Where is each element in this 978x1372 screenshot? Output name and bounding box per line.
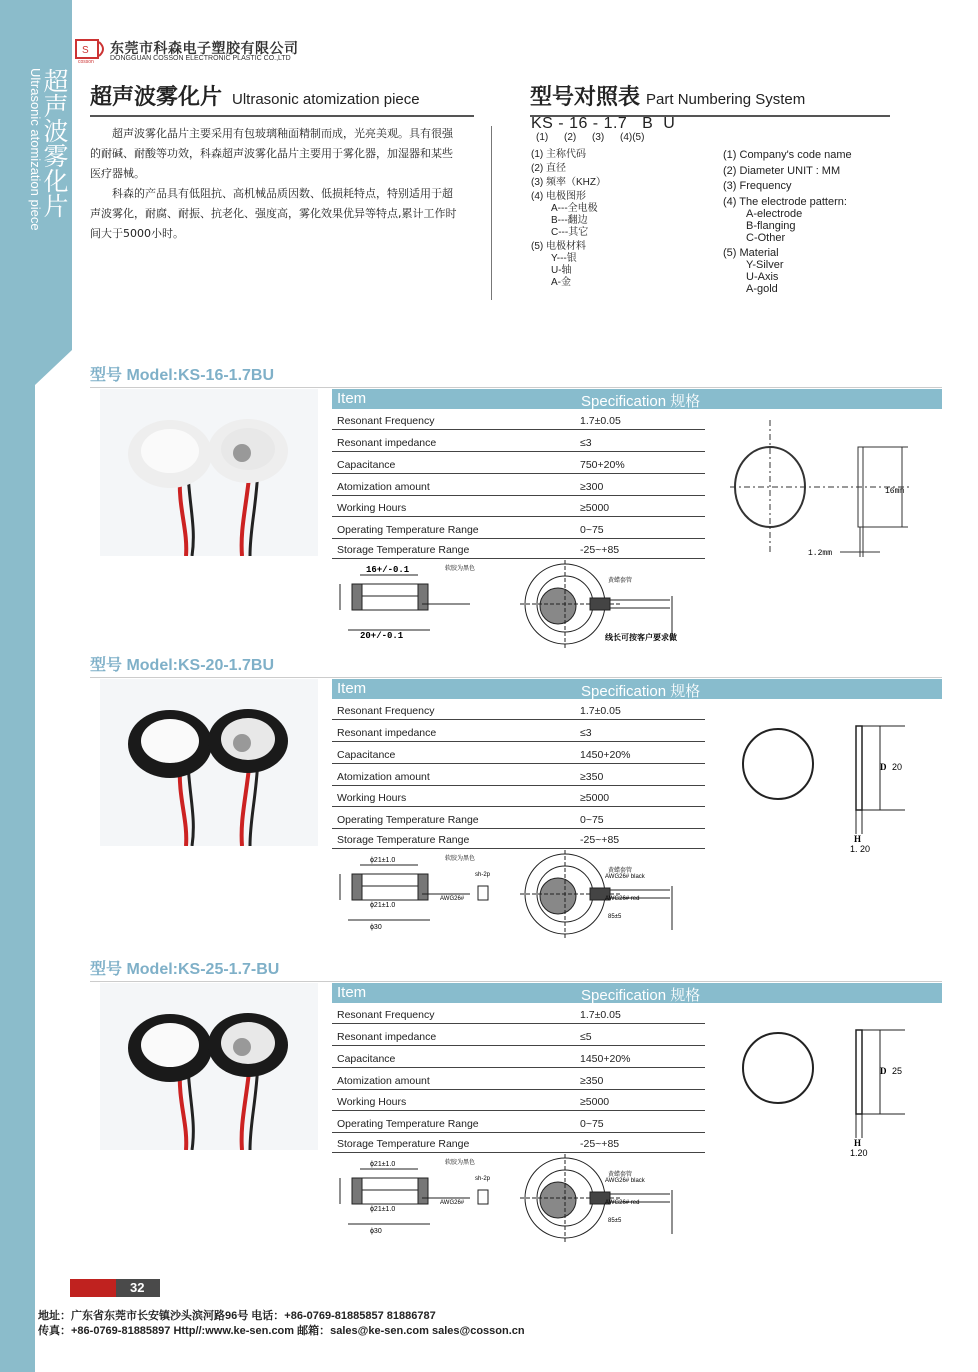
legend-line: (1) 主称代码: [531, 149, 586, 160]
svg-text:cosson: cosson: [78, 59, 94, 64]
outline-drawing: [740, 722, 920, 852]
page-number-bar: [70, 1279, 160, 1297]
legend-line: B-flanging: [746, 219, 796, 232]
spec-value: 0~75: [580, 814, 604, 826]
svg-text:16mm: 16mm: [885, 487, 905, 496]
spec-value: 0~75: [580, 524, 604, 536]
footer-contact: 传真：+86-0769-81885897 Http//:www.ke-sen.com 邮箱：sales@ke-sen.com sales@cosson.cn: [38, 1325, 525, 1337]
wire-layout-drawing: [520, 1154, 690, 1242]
svg-text:AWG26# red: AWG26# red: [605, 896, 640, 902]
model-heading: 型号 Model:KS-20-1.7BU: [90, 652, 942, 678]
intro-paragraph: 科森的产品具有低阻抗、高机械品质因数、低损耗特点，特别适用于超声波雾化，耐腐、耐振、抗老化、强度高，雾化效果优异等特点,累计工作时间大于5000小时。: [90, 187, 457, 240]
outline-drawing: [730, 415, 915, 562]
svg-text:1.2mm: 1.2mm: [808, 549, 833, 558]
svg-text:ϕ21±1.0: ϕ21±1.0: [370, 1161, 396, 1168]
legend-group: [531, 177, 606, 189]
spec-row: [332, 1133, 705, 1153]
svg-text:16+/-0.1: 16+/-0.1: [366, 565, 410, 575]
spec-value: 1.7±0.05: [580, 705, 621, 717]
legend-line: (5) 电极材料: [531, 241, 586, 252]
spec-value: 0~75: [580, 1118, 604, 1130]
legend-group: [531, 191, 606, 239]
legend-line: U-轴: [551, 265, 572, 276]
svg-text:黄蜡套管: 黄蜡套管: [608, 1172, 633, 1178]
company-name-en: DONGGUAN COSSON ELECTRONIC PLASTIC CO.,LTD: [110, 55, 291, 62]
spec-row: [332, 1003, 705, 1024]
outline-drawing: [740, 1026, 920, 1156]
spec-row: [332, 786, 705, 807]
model-heading: 型号 Model:KS-16-1.7BU: [90, 362, 942, 388]
spec-row: [332, 496, 705, 517]
sidebar-title-cn: 超声波雾化片: [40, 68, 69, 218]
spec-row: [332, 430, 705, 452]
svg-text:ϕ21±1.0: ϕ21±1.0: [370, 1206, 396, 1213]
svg-text:H: H: [854, 834, 862, 844]
header-spec: Specification 规格: [581, 393, 701, 410]
spec-table-header: [332, 983, 942, 1003]
spec-item: Resonant impedance: [337, 1031, 437, 1043]
legend-group: [531, 241, 606, 289]
model-heading: 型号 Model:KS-25-1.7-BU: [90, 956, 942, 982]
spec-row: [332, 1111, 705, 1133]
legend-group: [531, 163, 606, 175]
svg-text:ϕ21±1.0: ϕ21±1.0: [370, 902, 396, 909]
spec-item: Resonant Frequency: [337, 1009, 435, 1021]
svg-text:ϕ30: ϕ30: [370, 924, 382, 931]
legend-line: A-金: [551, 277, 571, 288]
svg-text:线长可按客户要求做: 线长可按客户要求做: [605, 633, 677, 642]
product-photo: [100, 983, 318, 1150]
legend-line: (5) Material: [723, 247, 779, 259]
legend-line: C---其它: [551, 227, 589, 238]
legend-line: (3) 频率（KHZ）: [531, 177, 606, 188]
legend-group: [723, 149, 852, 161]
spec-value: ≤3: [580, 727, 592, 739]
header-item: Item: [337, 984, 367, 1001]
svg-text:20: 20: [892, 762, 903, 772]
legend-line: (2) 直径: [531, 163, 566, 174]
legend-line: Y-Silver: [746, 259, 784, 271]
part-legend-en: [723, 149, 852, 299]
spec-item: Working Hours: [337, 502, 407, 514]
pn-title-en: Part Numbering System: [646, 91, 806, 108]
spec-row: [332, 517, 705, 539]
spec-value: ≥300: [580, 481, 604, 493]
spec-item: Resonant impedance: [337, 437, 437, 449]
legend-line: (4) 电极图形: [531, 191, 586, 202]
intro-text: [90, 124, 460, 244]
legend-line: U-Axis: [746, 271, 779, 283]
svg-text:25: 25: [892, 1066, 903, 1076]
spec-value: 1450+20%: [580, 749, 631, 761]
header-item: Item: [337, 390, 367, 407]
svg-text:sh-2p: sh-2p: [475, 1176, 491, 1182]
divider: [491, 126, 492, 300]
legend-line: Y---银: [551, 253, 577, 264]
svg-text:软胶为黑色: 软胶为黑色: [445, 566, 476, 572]
spec-item: Operating Temperature Range: [337, 524, 479, 536]
intro-paragraph: 超声波雾化晶片主要采用有包玻璃釉面精制而成，光亮美观。具有很强的耐碱、耐酸等功效，科森超声波雾化晶片主要用于雾化器，加湿器和某些医疗器械。: [90, 127, 453, 180]
spec-item: Atomization amount: [337, 771, 430, 783]
cross-section-drawing: [330, 560, 500, 645]
svg-text:85±5: 85±5: [608, 1218, 622, 1224]
spec-item: Storage Temperature Range: [337, 1138, 470, 1150]
svg-text:1.20: 1.20: [850, 1148, 868, 1156]
spec-item: Resonant Frequency: [337, 705, 435, 717]
svg-text:AWG26#: AWG26#: [440, 896, 465, 902]
company-name-cn: 东莞市科森电子塑胶有限公司: [110, 40, 299, 56]
spec-value: 1450+20%: [580, 1053, 631, 1065]
spec-item: Capacitance: [337, 459, 396, 471]
legend-group: [723, 247, 852, 295]
legend-group: [723, 196, 852, 244]
spec-row: [332, 539, 705, 559]
spec-row: [332, 720, 705, 742]
spec-item: Atomization amount: [337, 481, 430, 493]
spec-item: Storage Temperature Range: [337, 834, 470, 846]
spec-row: [332, 474, 705, 496]
svg-text:AWG26# black: AWG26# black: [605, 874, 645, 880]
spec-row: [332, 1024, 705, 1046]
svg-text:D: D: [880, 1066, 887, 1076]
intro-title-en: Ultrasonic atomization piece: [232, 91, 420, 108]
legend-group: [723, 180, 852, 192]
page-number: 32: [130, 1280, 145, 1295]
spec-item: Working Hours: [337, 1096, 407, 1108]
svg-text:D: D: [880, 762, 887, 772]
spec-value: 1.7±0.05: [580, 415, 621, 427]
header-spec: Specification 规格: [581, 987, 701, 1004]
spec-row: [332, 829, 705, 849]
spec-item: Resonant Frequency: [337, 415, 435, 427]
wire-layout-drawing: [520, 850, 690, 938]
svg-text:85±5: 85±5: [608, 914, 622, 920]
spec-value: ≥5000: [580, 792, 610, 804]
svg-text:S: S: [82, 45, 89, 56]
spec-row: [332, 1090, 705, 1111]
spec-value: ≥350: [580, 1075, 604, 1087]
part-legend-cn: [531, 149, 606, 291]
svg-text:ϕ30: ϕ30: [370, 1228, 382, 1235]
spec-item: Storage Temperature Range: [337, 544, 470, 556]
legend-line: (1) Company's code name: [723, 149, 852, 161]
legend-line: C-Other: [746, 231, 786, 244]
spec-row: [332, 409, 705, 430]
spec-item: Operating Temperature Range: [337, 814, 479, 826]
svg-text:AWG26#: AWG26#: [440, 1200, 465, 1206]
svg-text:1. 20: 1. 20: [850, 844, 871, 852]
spec-value: 750+20%: [580, 459, 625, 471]
spec-item: Resonant impedance: [337, 727, 437, 739]
legend-group: [723, 165, 852, 177]
spec-row: [332, 764, 705, 786]
spec-value: ≥5000: [580, 502, 610, 514]
legend-line: A-gold: [746, 283, 778, 295]
header-item: Item: [337, 680, 367, 697]
legend-line: (2) Diameter UNIT : MM: [723, 164, 841, 177]
legend-line: (3) Frequency: [723, 180, 792, 192]
product-photo: [100, 389, 318, 556]
footer-address: 地址：广东省东莞市长安镇沙头滨河路96号 电话：+86-0769-81885857 81886787: [38, 1310, 436, 1322]
spec-item: Capacitance: [337, 1053, 396, 1065]
part-code-indices: (1) (2) (3) (4)(5): [536, 132, 645, 143]
spec-value: ≤5: [580, 1031, 592, 1043]
svg-text:黄蜡套管: 黄蜡套管: [608, 868, 633, 874]
spec-value: ≥350: [580, 771, 604, 783]
cross-section-drawing: [330, 850, 500, 935]
svg-text:ϕ21±1.0: ϕ21±1.0: [370, 857, 396, 864]
spec-value: -25~+85: [580, 834, 620, 846]
legend-line: A---全电极: [551, 203, 598, 214]
spec-value: ≤3: [580, 437, 592, 449]
wire-layout-drawing: [520, 560, 690, 648]
part-code: KS - 16 - 1.7 B U: [531, 115, 676, 132]
spec-row: [332, 807, 705, 829]
spec-table-header: [332, 679, 942, 699]
legend-line: B---翻边: [551, 215, 588, 226]
svg-text:黄蜡套管: 黄蜡套管: [608, 578, 633, 584]
spec-item: Capacitance: [337, 749, 396, 761]
spec-row: [332, 699, 705, 720]
svg-text:AWG26# red: AWG26# red: [605, 1200, 640, 1206]
spec-item: Working Hours: [337, 792, 407, 804]
company-logo-icon: [75, 38, 107, 64]
header-spec: Specification 规格: [581, 683, 701, 700]
spec-row: [332, 452, 705, 474]
cross-section-drawing: [330, 1154, 500, 1239]
legend-line: (4) The electrode pattern:: [723, 195, 847, 208]
product-photo: [100, 679, 318, 846]
spec-value: ≥5000: [580, 1096, 610, 1108]
spec-value: -25~+85: [580, 544, 620, 556]
intro-title: [90, 80, 474, 117]
pn-title-cn: 型号对照表: [530, 85, 641, 110]
svg-text:AWG26# black: AWG26# black: [605, 1178, 645, 1184]
svg-text:sh-2p: sh-2p: [475, 872, 491, 878]
intro-title-cn: 超声波雾化片: [90, 85, 223, 110]
spec-item: Atomization amount: [337, 1075, 430, 1087]
spec-table-header: [332, 389, 942, 409]
part-numbering-title: [530, 80, 890, 117]
spec-row: [332, 1068, 705, 1090]
svg-text:20+/-0.1: 20+/-0.1: [360, 631, 404, 641]
spec-value: -25~+85: [580, 1138, 620, 1150]
legend-group: [531, 149, 606, 161]
legend-line: A-electrode: [746, 207, 803, 220]
svg-text:软胶为黑色: 软胶为黑色: [445, 1160, 476, 1166]
sidebar-title-en: Ultrasonic atomization piece: [28, 68, 43, 231]
spec-row: [332, 742, 705, 764]
svg-text:软胶为黑色: 软胶为黑色: [445, 856, 476, 862]
svg-text:H: H: [854, 1138, 862, 1148]
spec-value: 1.7±0.05: [580, 1009, 621, 1021]
spec-row: [332, 1046, 705, 1068]
spec-item: Operating Temperature Range: [337, 1118, 479, 1130]
